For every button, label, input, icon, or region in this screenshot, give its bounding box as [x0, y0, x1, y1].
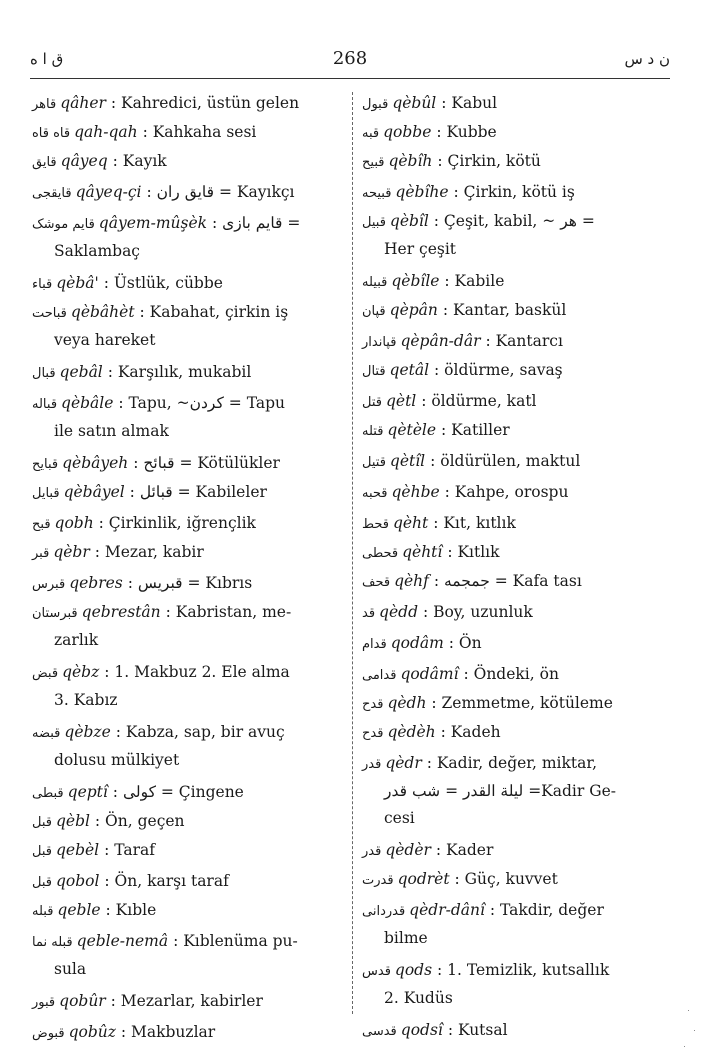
- arabic-word: قبول: [362, 97, 389, 112]
- arabic-word: قبایل: [32, 486, 60, 501]
- dictionary-entry: [32, 988, 340, 1016]
- dictionary-entry: [362, 479, 668, 507]
- definition: : Takdir, değer: [489, 901, 604, 919]
- dictionary-entry: [362, 539, 668, 567]
- headword: qètîl: [389, 452, 426, 470]
- scan-speck: [688, 1010, 689, 1011]
- arabic-word: قدامی: [362, 668, 397, 683]
- headword: qeble: [57, 901, 101, 919]
- arabic-word: قبح: [32, 517, 51, 532]
- definition: : Zemmetme, kötüleme: [431, 694, 613, 712]
- headword: qèbze: [64, 723, 111, 741]
- definition: : Çirkin, kötü iş: [453, 183, 575, 201]
- dictionary-entry: [32, 837, 340, 865]
- arabic-word: قباء: [32, 277, 53, 292]
- headword: qèbâyeh: [62, 454, 129, 472]
- definition: : Ön: [448, 634, 482, 652]
- definition: : 1. Makbuz 2. Ele alma: [104, 663, 290, 681]
- definition: : قبریس = Kıbrıs: [127, 574, 253, 592]
- definition: : Kahredici, üstün gelen: [110, 94, 300, 112]
- definition-continuation: Her çeşit: [384, 240, 457, 258]
- definition: : Kubbe: [436, 123, 497, 141]
- definition: : Taraf: [104, 841, 155, 859]
- headword: qèdr: [385, 754, 422, 772]
- arabic-word: قپاندار: [362, 335, 397, 350]
- dictionary-entry: [362, 119, 668, 147]
- definition: : öldürülen, maktul: [430, 452, 581, 470]
- definition: : قبائل = Kabileler: [129, 483, 267, 501]
- headword: qobh: [54, 514, 94, 532]
- arabic-word: قایق: [32, 155, 57, 170]
- dictionary-entry: [32, 119, 340, 147]
- arabic-word: قبیح: [362, 155, 385, 170]
- dictionary-entry: [362, 297, 668, 325]
- definition-continuation: ile satın almak: [54, 422, 169, 440]
- definition: : Karşılık, mukabil: [107, 363, 252, 381]
- dictionary-entry: [32, 450, 340, 478]
- headword: qèbîhe: [395, 183, 449, 201]
- definition: : 1. Temizlik, kutsallık: [437, 961, 610, 979]
- definition: : Tapu, ~کردن = Tapu: [118, 394, 285, 412]
- headword: qodâm: [390, 634, 444, 652]
- headword: qâher: [60, 94, 106, 112]
- headword: qèbâle: [61, 394, 114, 412]
- definition: : Kahkaha sesi: [142, 123, 257, 141]
- definition: : öldürme, katl: [421, 392, 537, 410]
- definition: : Üstlük, cübbe: [103, 274, 223, 292]
- headword: qèbûl: [392, 94, 437, 112]
- dictionary-entry: [32, 539, 340, 567]
- headword: qodsî: [400, 1021, 443, 1039]
- definition-continuation: bilme: [384, 929, 428, 947]
- arabic-word: قبض: [32, 666, 59, 681]
- arabic-word: قتال: [362, 364, 386, 379]
- headword: qèdèr: [385, 841, 431, 859]
- dictionary-entry: [32, 808, 340, 836]
- arabic-word: قدردانی: [362, 904, 406, 919]
- dictionary-entry: [32, 299, 340, 354]
- arabic-word: قدرت: [362, 873, 394, 888]
- arabic-word: قحبه: [362, 486, 388, 501]
- arabic-word: قحط: [362, 517, 389, 532]
- headword: qebèl: [55, 841, 100, 859]
- arabic-word: قبطی: [32, 786, 64, 801]
- definition-continuation: 3. Kabız: [54, 691, 118, 709]
- arabic-word: قدسی: [362, 1024, 397, 1039]
- column-divider: [352, 92, 353, 1014]
- page-header: [30, 50, 670, 72]
- dictionary-entry: [32, 148, 340, 176]
- definition: : Boy, uzunluk: [422, 603, 533, 621]
- dictionary-entry: [362, 866, 668, 894]
- dictionary-entry: [362, 357, 668, 385]
- definition: : Kabul: [441, 94, 498, 112]
- dictionary-entry: [32, 779, 340, 807]
- headword: qods: [394, 961, 433, 979]
- headword: qèbr: [53, 543, 90, 561]
- dictionary-entry: [32, 510, 340, 538]
- left-column: [32, 90, 340, 1047]
- headword: qèbâyel: [63, 483, 125, 501]
- definition: : Çirkinlik, iğrençlik: [98, 514, 256, 532]
- arabic-word: قدح: [362, 726, 384, 741]
- definition-continuation: 2. Kudüs: [384, 989, 453, 1007]
- headword: qèbîl: [389, 212, 429, 230]
- arabic-word: قبیحه: [362, 186, 392, 201]
- arabic-word: قباحت: [32, 306, 67, 321]
- definition-continuation: zarlık: [54, 631, 99, 649]
- definition: : Kutsal: [447, 1021, 508, 1039]
- arabic-word: قحطی: [362, 546, 399, 561]
- definition-continuation: cesi: [384, 809, 415, 827]
- headword: qah-qah: [74, 123, 138, 141]
- definition: : جمجمه = Kafa tası: [433, 572, 582, 590]
- headword: qodrèt: [397, 870, 450, 888]
- dictionary-entry: [362, 179, 668, 207]
- dictionary-entry: [362, 510, 668, 538]
- definition: : Mezar, kabir: [94, 543, 204, 561]
- definition-continuation: Saklambaç: [54, 242, 140, 260]
- headword: qètèle: [387, 421, 437, 439]
- dictionary-entry: [362, 750, 668, 832]
- headword: qèdèh: [387, 723, 436, 741]
- dictionary-entry: [32, 868, 340, 896]
- dictionary-entry: [32, 90, 340, 118]
- dictionary-entry: [362, 957, 668, 1012]
- headword: qâyem-mûşèk: [98, 214, 208, 232]
- headword: qèbz: [62, 663, 100, 681]
- headword: qèdr-dânî: [409, 901, 485, 919]
- arabic-word: قتله: [362, 424, 384, 439]
- arabic-word: قبیل: [362, 215, 386, 230]
- dictionary-entry: [362, 417, 668, 445]
- dictionary-entry: [32, 390, 340, 445]
- headword: qèhtî: [402, 543, 443, 561]
- dictionary-entry: [362, 328, 668, 356]
- headword: qobûr: [59, 992, 106, 1010]
- headword: qèpân: [389, 301, 438, 319]
- dictionary-entry: [362, 599, 668, 627]
- dictionary-entry: [362, 661, 668, 689]
- arabic-word: قبر: [32, 546, 50, 561]
- dictionary-entry: [362, 897, 668, 952]
- arabic-word: قپان: [362, 304, 386, 319]
- page-number: 268: [332, 48, 368, 69]
- headword: qobûz: [68, 1023, 116, 1041]
- headword: qèhbe: [391, 483, 440, 501]
- definition: : Kadir, değer, miktar,: [426, 754, 598, 772]
- definition: : قایم بازی =: [211, 214, 301, 232]
- definition: : Kıble: [105, 901, 157, 919]
- dictionary-entry: [32, 210, 340, 265]
- right-column: [362, 90, 668, 1045]
- headword: qèbîh: [388, 152, 433, 170]
- headword: qèdd: [379, 603, 418, 621]
- dictionary-entry: [362, 690, 668, 718]
- header-left-letters: ق ا ه: [30, 50, 64, 68]
- arabic-word: قایقجی: [32, 186, 72, 201]
- dictionary-entry: [362, 208, 668, 263]
- definition: : قبائح = Kötülükler: [133, 454, 280, 472]
- arabic-word: قبوض: [32, 1026, 65, 1041]
- dictionary-entry: [362, 148, 668, 176]
- dictionary-entry: [32, 570, 340, 598]
- dictionary-entry: [32, 179, 340, 207]
- definition-continuation: ليلة القدر = شب قدر =Kadir Ge-: [384, 782, 617, 800]
- arabic-word: قاهر: [32, 97, 57, 112]
- definition: : Kıtlık: [447, 543, 500, 561]
- definition: : Kabile: [444, 272, 505, 290]
- arabic-word: قبل: [32, 875, 52, 890]
- definition: : Kıt, kıtlık: [433, 514, 516, 532]
- arabic-word: قبضه: [32, 726, 61, 741]
- headword: qètl: [385, 392, 417, 410]
- definition: : Ön, karşı taraf: [104, 872, 229, 890]
- arabic-word: قتل: [362, 395, 382, 410]
- headword: qèpân-dâr: [400, 332, 481, 350]
- dictionary-entry: [32, 1019, 340, 1047]
- headword: qèbl: [55, 812, 90, 830]
- headword: qeptî: [67, 783, 108, 801]
- definition: : Kantar, baskül: [442, 301, 567, 319]
- headword: qâyeq: [60, 152, 108, 170]
- definition: : Kabza, sap, bir avuç: [115, 723, 285, 741]
- definition: : Ön, geçen: [94, 812, 185, 830]
- definition-continuation: sula: [54, 960, 87, 978]
- arabic-word: قبله نما: [32, 935, 73, 950]
- arabic-word: قدام: [362, 637, 387, 652]
- definition: : Kantarcı: [485, 332, 563, 350]
- headword: qèbâ': [56, 274, 99, 292]
- definition: : Makbuzlar: [120, 1023, 216, 1041]
- dictionary-entry: [32, 659, 340, 714]
- arabic-word: قاه قاه: [32, 126, 71, 141]
- arabic-word: قدر: [362, 757, 382, 772]
- headword: qobol: [55, 872, 100, 890]
- arabic-word: قایم موشک: [32, 217, 95, 232]
- definition: : Kıblenüma pu-: [173, 932, 298, 950]
- definition-continuation: veya hareket: [54, 331, 156, 349]
- arabic-word: قدح: [362, 697, 384, 712]
- arabic-word: قبایح: [32, 457, 59, 472]
- headword: qèht: [392, 514, 429, 532]
- dictionary-entry: [362, 90, 668, 118]
- definition: : Kayık: [112, 152, 167, 170]
- headword: qâyeq-çi: [75, 183, 142, 201]
- dictionary-entry: [32, 719, 340, 774]
- dictionary-entry: [32, 897, 340, 925]
- headword: qeble-nemâ: [76, 932, 169, 950]
- arabic-word: قبال: [32, 366, 56, 381]
- arabic-word: قد: [362, 606, 376, 621]
- definition: : قایق ران = Kayıkçı: [146, 183, 295, 201]
- arabic-word: قدس: [362, 964, 391, 979]
- arabic-word: قبله: [32, 904, 54, 919]
- arabic-word: قبل: [32, 844, 52, 859]
- definition: : Öndeki, ön: [463, 665, 559, 683]
- headword: qèbîle: [391, 272, 440, 290]
- dictionary-entry: [32, 359, 340, 387]
- dictionary-entry: [32, 270, 340, 298]
- definition: : Kadeh: [440, 723, 501, 741]
- arabic-word: قباله: [32, 397, 58, 412]
- dictionary-entry: [32, 479, 340, 507]
- definition: : Kabahat, çirkin iş: [139, 303, 289, 321]
- dictionary-entry: [362, 630, 668, 658]
- headword: qèbâhèt: [70, 303, 135, 321]
- dictionary-entry: [362, 448, 668, 476]
- header-rule: [30, 78, 670, 79]
- definition: : Mezarlar, kabirler: [110, 992, 263, 1010]
- dictionary-entry: [362, 1017, 668, 1045]
- definition: : Çirkin, kötü: [437, 152, 541, 170]
- arabic-word: قبرس: [32, 577, 66, 592]
- dictionary-entry: [362, 388, 668, 416]
- headword: qodâmî: [400, 665, 459, 683]
- dictionary-entry: [362, 837, 668, 865]
- definition: : Kader: [435, 841, 494, 859]
- headword: qetâl: [389, 361, 430, 379]
- arabic-word: قبرستان: [32, 606, 78, 621]
- arabic-word: قدر: [362, 844, 382, 859]
- arabic-word: قبل: [32, 815, 52, 830]
- headword: qobbe: [383, 123, 432, 141]
- definition: : Kabristan, me-: [165, 603, 292, 621]
- definition-continuation: dolusu mülkiyet: [54, 751, 180, 769]
- scan-speck: [694, 1030, 695, 1031]
- headword: qebrestân: [81, 603, 161, 621]
- dictionary-entry: [362, 568, 668, 596]
- arabic-word: قبه: [362, 126, 380, 141]
- dictionary-entry: [362, 719, 668, 747]
- arabic-word: قتیل: [362, 455, 386, 470]
- arabic-word: قبیله: [362, 275, 388, 290]
- headword: qèdh: [387, 694, 427, 712]
- definition: : Güç, kuvvet: [454, 870, 558, 888]
- scan-speck: [684, 1046, 685, 1047]
- arabic-word: قحف: [362, 575, 391, 590]
- definition: : Çeşit, kabil, ~ هر =: [433, 212, 595, 230]
- dictionary-entry: [32, 928, 340, 983]
- definition: : Katiller: [441, 421, 510, 439]
- dictionary-entry: [362, 268, 668, 296]
- definition: : öldürme, savaş: [434, 361, 563, 379]
- arabic-word: قبور: [32, 995, 56, 1010]
- headword: qèhf: [394, 572, 429, 590]
- dictionary-entry: [32, 599, 340, 654]
- headword: qebâl: [59, 363, 103, 381]
- definition: : Kahpe, orospu: [444, 483, 569, 501]
- headword: qebres: [69, 574, 123, 592]
- header-right-letters: ن د س: [624, 50, 670, 68]
- definition: : کولی = Çingene: [112, 783, 244, 801]
